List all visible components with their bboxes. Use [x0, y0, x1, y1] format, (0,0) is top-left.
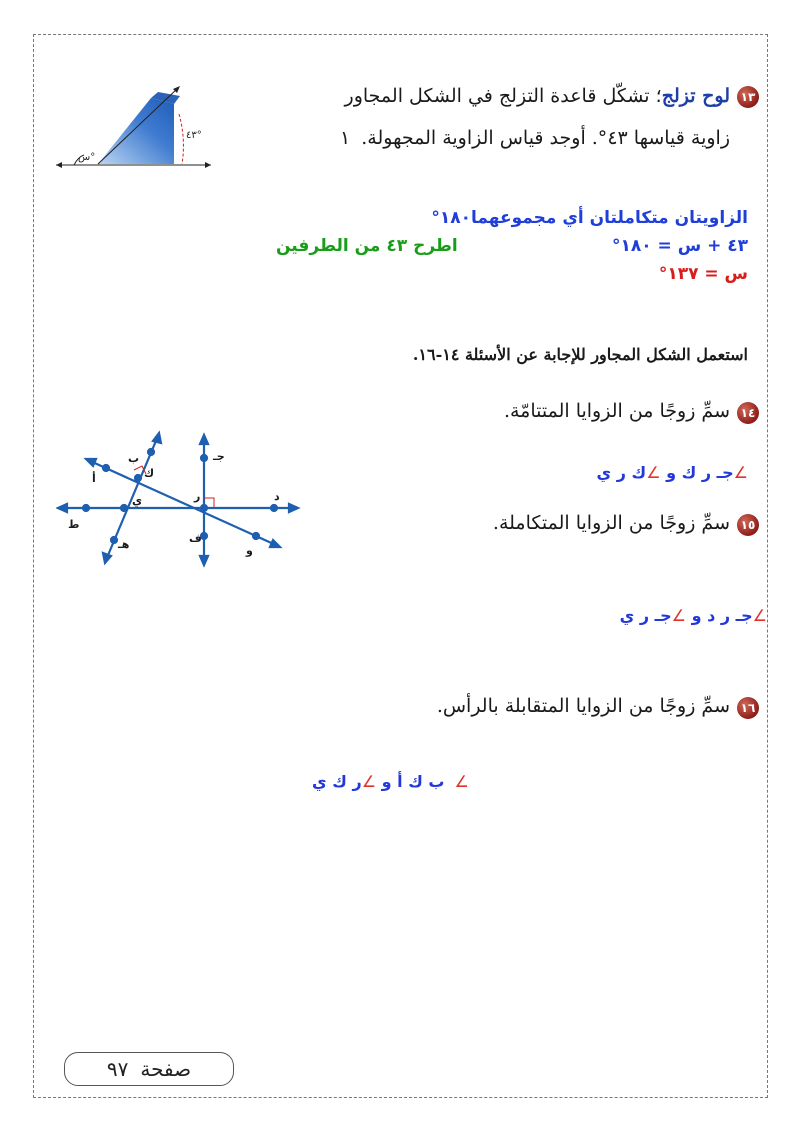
label-t: ط — [68, 518, 80, 531]
label-b: ب — [128, 452, 140, 465]
angle-symbol: ∠ — [361, 772, 377, 791]
point — [103, 465, 109, 471]
solution-line3: س = ١٣٧° — [658, 264, 748, 284]
arrowhead — [270, 540, 280, 547]
arrowhead — [103, 553, 111, 563]
angle-arc — [179, 114, 183, 164]
q16-answer — [312, 772, 469, 791]
ground-arrow-left — [56, 162, 62, 168]
label-j: جـ — [213, 450, 225, 463]
q14-answer — [597, 463, 749, 482]
arrowhead — [58, 504, 67, 512]
ramp-figure — [56, 84, 216, 176]
instruction-text: استعمل الشكل المجاور للإجابة عن الأسئلة ١٤-١٦. — [412, 345, 748, 364]
q14-answer-conj: و — [666, 463, 677, 482]
fig-x-label: س° — [78, 152, 96, 163]
point — [111, 537, 117, 543]
label-w: و — [246, 544, 253, 557]
arrowhead — [200, 556, 208, 565]
q13-title: لوح تزلج — [661, 85, 730, 107]
angle-symbol: ∠ — [454, 772, 469, 791]
q16-answer-a: ب ك أ — [397, 772, 445, 791]
q14-answer-a: جـ ر ك — [681, 463, 734, 482]
label-a: أ — [92, 472, 96, 485]
ground-arrow-right — [205, 162, 211, 168]
point — [253, 533, 259, 539]
arrowhead — [200, 435, 208, 444]
q15-answer-b: جـ ر ي — [619, 606, 672, 625]
q14-answer-b: ك ر ي — [596, 463, 647, 482]
page-label: صفحة — [140, 1057, 192, 1081]
point — [201, 533, 207, 539]
point — [148, 449, 154, 455]
solution-line2: ٤٣ + س = ١٨٠° — [611, 236, 748, 256]
page-number-box — [64, 1052, 234, 1086]
q13-line1 — [345, 85, 730, 107]
q14-text: سمِّ زوجًا من الزوايا المتتامّة. — [503, 400, 730, 422]
ramp-body — [98, 98, 174, 164]
q15-answer-a: جـ ر د — [707, 606, 753, 625]
label-y: ي — [132, 494, 143, 507]
point — [121, 505, 127, 511]
q13-mark: ١ — [340, 127, 351, 149]
arrowhead — [289, 504, 298, 512]
q13-separator: ؛ — [655, 85, 662, 107]
fig-angle-label: ٤٣° — [186, 130, 202, 141]
angle-symbol: ∠ — [646, 463, 661, 482]
angle-symbol: ∠ — [733, 463, 748, 482]
question-number-badge: ١٤ — [737, 402, 759, 424]
q15-answer — [620, 606, 767, 625]
page-number: ٩٧ — [106, 1057, 129, 1081]
q13-text-line2: زاوية قياسها ٤٣°. أوجد قياس الزاوية المجهولة. — [361, 127, 730, 149]
angle-symbol: ∠ — [671, 606, 686, 625]
arrowhead — [86, 459, 96, 466]
solution-note: اطرح ٤٣ من الطرفين — [276, 236, 458, 256]
label-k: ك — [144, 467, 155, 480]
intersecting-lines-figure — [56, 430, 306, 570]
q16-answer-b: ر ك ي — [312, 772, 362, 791]
label-h: هـ — [118, 538, 130, 551]
point — [201, 505, 207, 511]
q13-text-line1: تشكّل قاعدة التزلج في الشكل المجاور — [344, 85, 650, 107]
label-d: د — [274, 490, 280, 503]
angle-symbol: ∠ — [752, 606, 767, 625]
q15-answer-conj: و — [691, 606, 702, 625]
question-number-badge: ١٣ — [737, 86, 759, 108]
point — [83, 505, 89, 511]
q16-text: سمِّ زوجًا من الزوايا المتقابلة بالرأس. — [436, 695, 730, 717]
solution-line1: الزاويتان متكاملتان أي مجموعهما١٨٠° — [431, 208, 748, 228]
label-r: ر — [194, 490, 201, 503]
point — [135, 475, 141, 481]
question-number-badge: ١٦ — [737, 697, 759, 719]
q15-text: سمِّ زوجًا من الزوايا المتكاملة. — [492, 512, 730, 534]
point — [201, 455, 207, 461]
q16-answer-conj: و — [381, 772, 392, 791]
label-f: ف — [189, 532, 202, 545]
point — [271, 505, 277, 511]
arrowhead — [153, 433, 161, 443]
question-number-badge: ١٥ — [737, 514, 759, 536]
